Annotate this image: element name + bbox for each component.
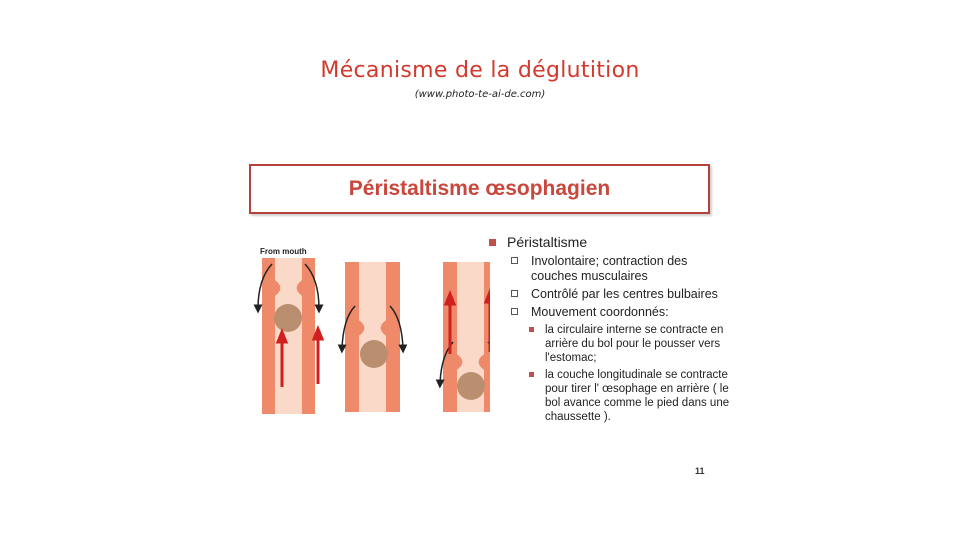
hollow-square-bullet-icon [511,308,518,315]
bullet-list [487,234,732,427]
bullet-item [507,254,732,284]
bullet-main-text: Péristaltisme [507,234,588,250]
red-arrow [314,329,322,384]
from-mouth-label: From mouth [260,247,307,256]
bullet-item [507,305,732,320]
food-bolus [274,304,302,332]
bullet-item-text: Contrôlé par les centres bulbaires [531,287,718,301]
page-number: 11 [695,466,705,476]
stage-1-esophagus [258,258,322,414]
sub-bullet-item [527,323,732,365]
small-square-bullet-icon [529,327,534,332]
bullet-item [507,287,732,302]
figure-heading: Péristaltisme œsophagien [348,177,611,200]
food-bolus [360,340,388,368]
source-caption: (www.photo-te-ai-de.com) [414,89,546,100]
bullet-item-text: Mouvement coordonnés: [531,305,669,319]
sub-bullet-item [527,368,732,424]
lumen [359,262,386,412]
small-square-bullet-icon [529,372,534,377]
hollow-square-bullet-icon [511,290,518,297]
sub-bullet-text: la couche longitudinale se contracte pour tirer l' œsophage en arrière ( le bol avance comme le pied dans une chaussette ). [545,369,730,423]
hollow-square-bullet-icon [511,257,518,264]
bullet-main [487,234,732,250]
peristalsis-figure [232,150,732,490]
bullet-item-text: Involontaire; contraction des couches musculaires [531,254,688,283]
stage-3-esophagus [440,262,490,412]
stage-2-esophagus [342,262,403,412]
food-bolus [457,372,485,400]
square-bullet-icon [489,239,496,246]
figure-title-box [249,164,710,214]
esophagus-diagram [250,244,490,424]
sub-bullet-text: la circulaire interne se contracte en arrière du bol pour le pousser vers l'estomac; [545,324,724,364]
slide-title: Mécanisme de la déglutition [320,58,640,83]
